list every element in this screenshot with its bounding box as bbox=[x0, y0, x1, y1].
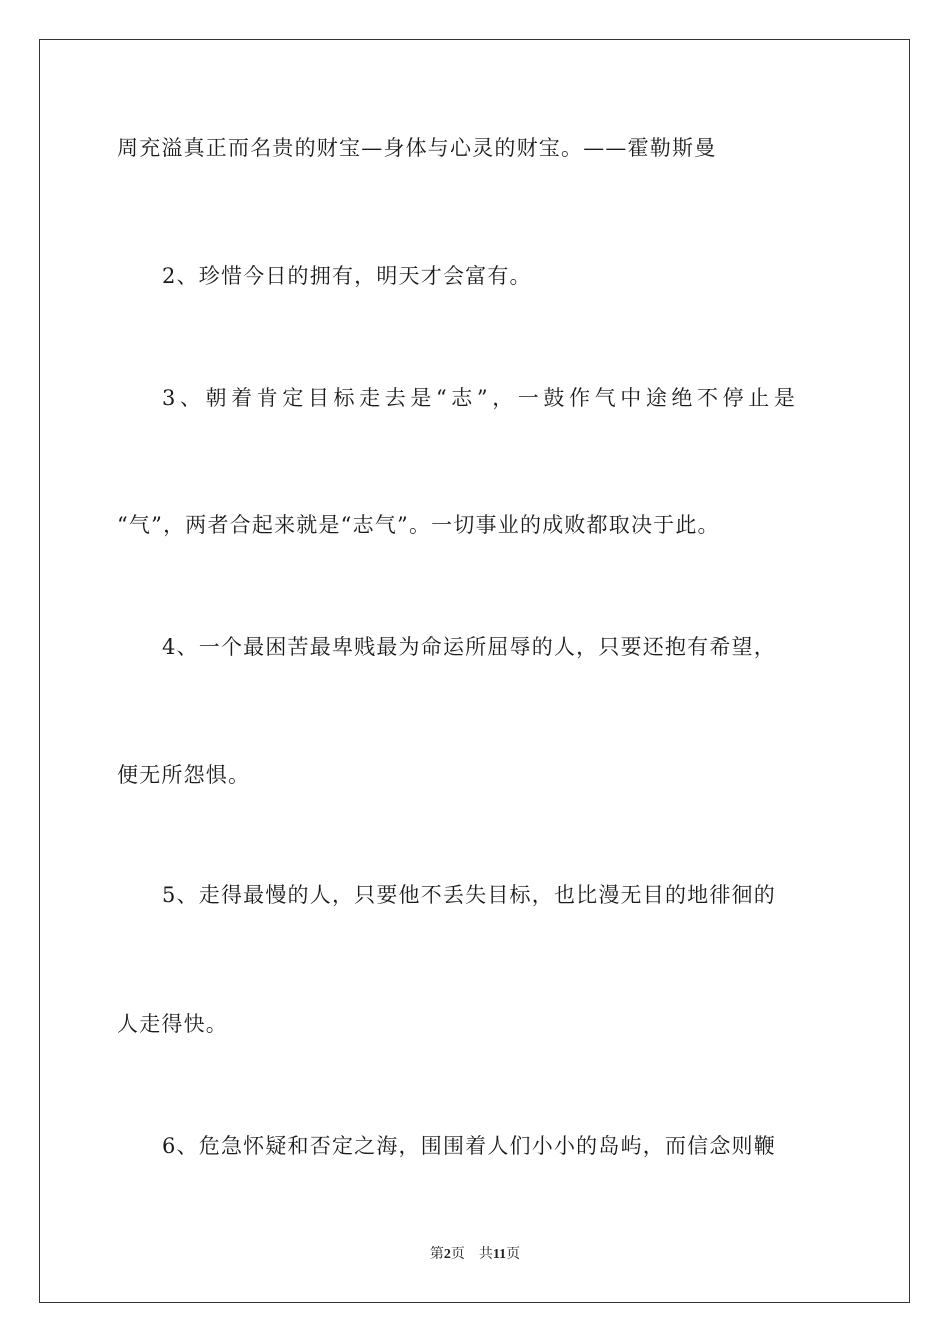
text-line-3: 3、朝着肯定目标走去是“志”，一鼓作气中途绝不停止是 bbox=[162, 386, 800, 410]
footer-page-prefix: 第 bbox=[429, 1247, 444, 1262]
footer-total-pages: 11 bbox=[492, 1247, 507, 1262]
text-line-5: 4、一个最困苦最卑贱最为命运所屈辱的人，只要还抱有希望， bbox=[162, 635, 776, 659]
text-line-2: 2、珍惜今日的拥有，明天才会富有。 bbox=[162, 264, 532, 288]
page-border bbox=[39, 39, 910, 1303]
footer-total-suffix: 页 bbox=[506, 1247, 521, 1262]
text-line-1: 周充溢真正而名贵的财宝—身体与心灵的财宝。——霍勒斯曼 bbox=[117, 136, 717, 160]
text-line-6: 便无所怨惧。 bbox=[117, 763, 251, 787]
text-line-9: 6、危急怀疑和否定之海，围围着人们小小的岛屿，而信念则鞭 bbox=[162, 1134, 776, 1158]
text-line-8: 人走得快。 bbox=[117, 1012, 228, 1036]
text-line-4: “气”，两者合起来就是“志气”。一切事业的成败都取决于此。 bbox=[117, 513, 720, 537]
page-footer bbox=[0, 1246, 950, 1264]
footer-page-number: 2 bbox=[443, 1247, 451, 1262]
footer-total-prefix: 共 bbox=[478, 1247, 493, 1262]
footer-page-suffix: 页 bbox=[450, 1247, 465, 1262]
text-line-7: 5、走得最慢的人，只要他不丢失目标，也比漫无目的地徘徊的 bbox=[162, 883, 776, 907]
